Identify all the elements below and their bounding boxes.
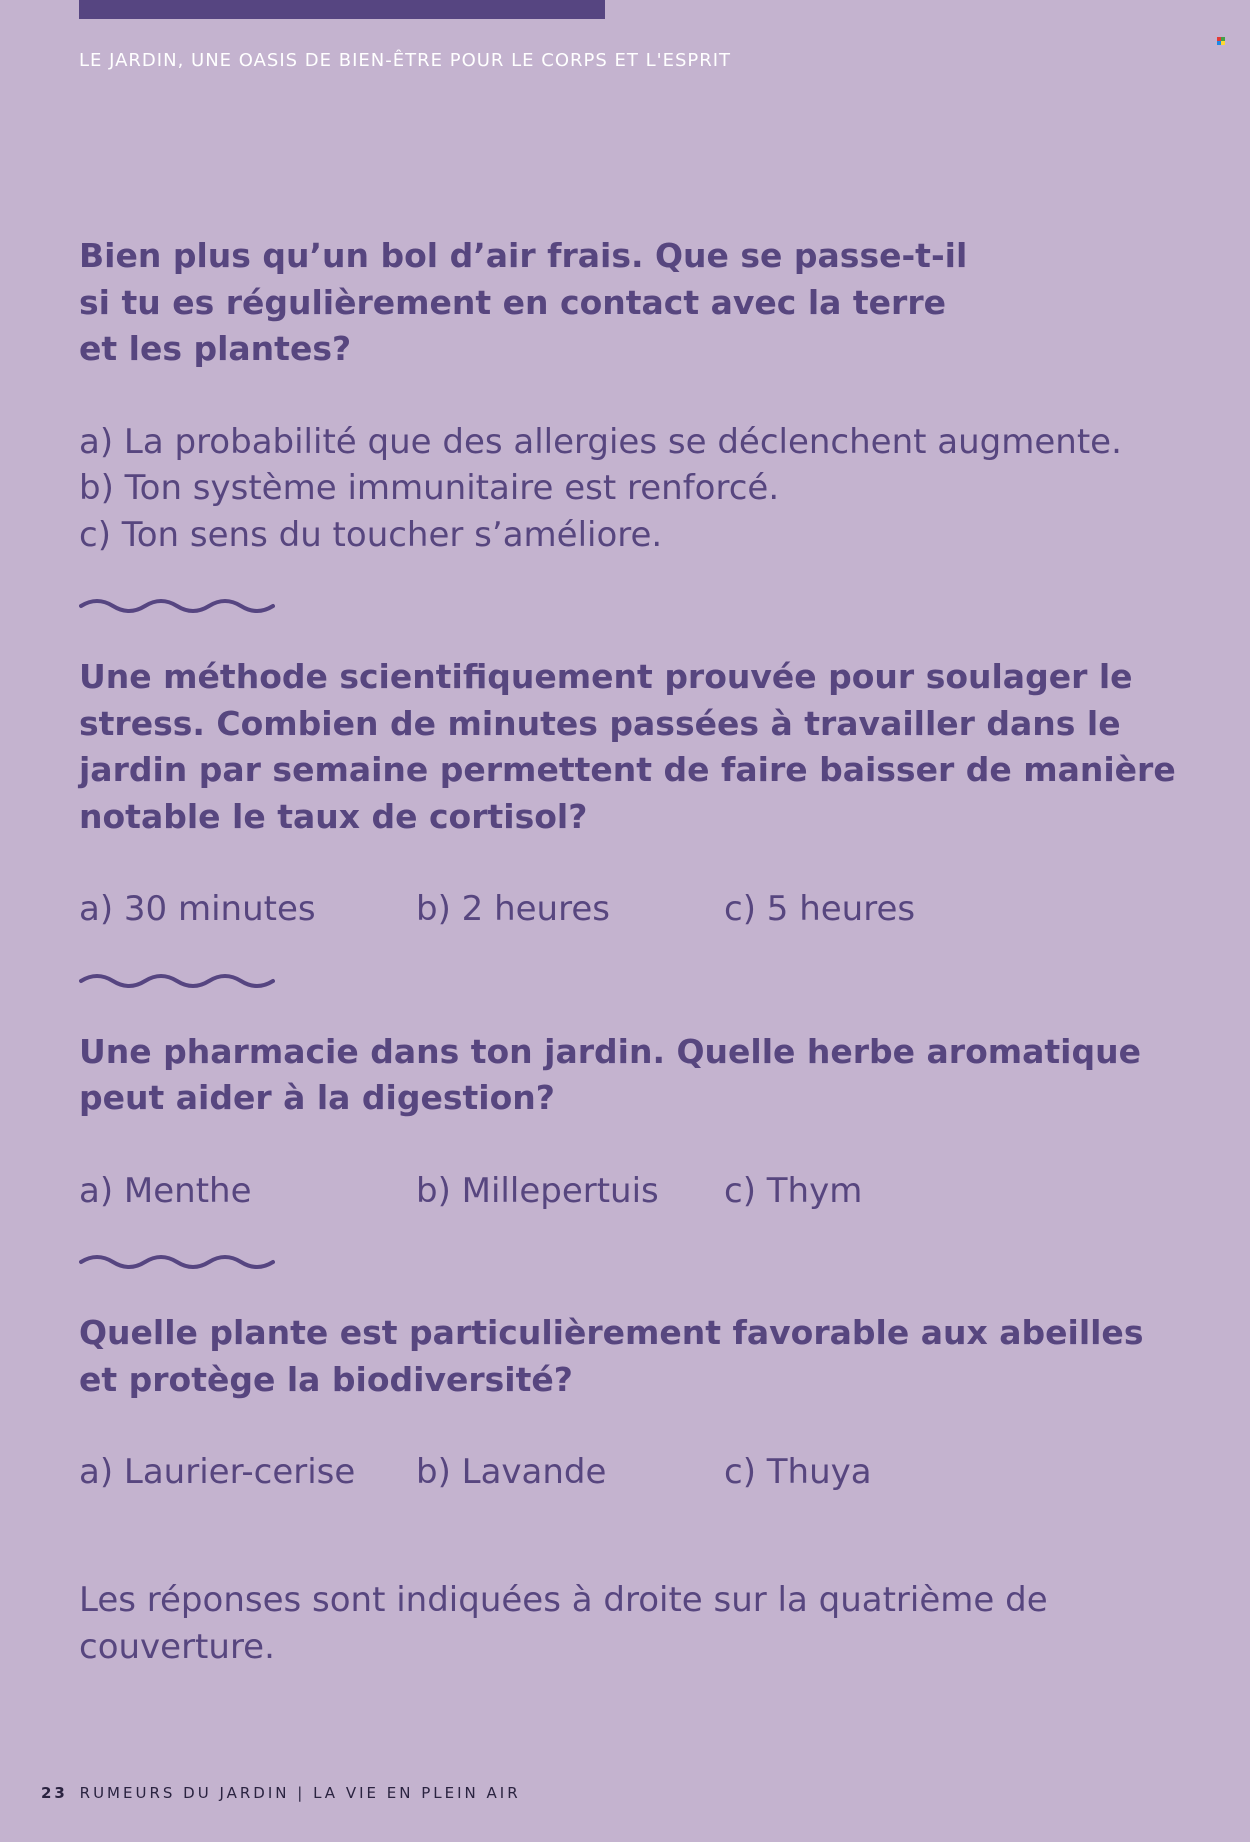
section-title: LE JARDIN, UNE OASIS DE BIEN-ÊTRE POUR LE CORPS ET L'ESPRIT [79,50,732,71]
answer-option: c) Ton sens du toucher s’améliore. [79,514,663,555]
answer-option: c) Thuya [724,1452,872,1492]
color-registration-mark [1217,37,1226,46]
answer-option: b) 2 heures [416,889,610,929]
question-2: Une méthode scientifiquement prouvée pour soulager le stress. Combien de minutes passées à travailler dans le jardin par semaine permettent de faire baisser de manière notable le taux de cortisol? [79,657,1176,836]
answer-option: a) Menthe [79,1170,252,1211]
wave-divider-icon [79,973,275,989]
answer-option: a) 30 minutes [79,889,316,929]
answer-option: c) 5 heures [724,889,916,929]
answers-3 [79,1168,1189,1215]
answer-option: a) Laurier-cerise [79,1452,356,1492]
answers-2 [79,886,1189,933]
header-accent-bar [79,0,605,19]
answer-option: a) La probabilité que des allergies se déclenchent augmente. [79,421,1122,462]
wave-divider-icon [79,1254,275,1270]
page-footer [41,1784,521,1802]
publication-title: RUMEURS DU JARDIN | LA VIE EN PLEIN AIR [79,1784,521,1802]
answer-option: b) Millepertuis [416,1170,659,1211]
answer-option: c) Thym [724,1170,863,1211]
answers-1 [79,419,1189,559]
wave-divider-icon [79,598,275,614]
question-3: Une pharmacie dans ton jardin. Quelle herbe aromatique peut aider à la digestion? [79,1031,1141,1117]
question-4: Quelle plante est particulièrement favorable aux abeilles et protège la biodiversité? [79,1313,1144,1399]
quiz-content [79,233,1189,1496]
answers-4 [79,1449,1189,1496]
answer-option: b) Ton système immunitaire est renforcé. [79,468,780,508]
page-number: 23 [41,1784,68,1802]
answer-option: b) Lavande [416,1452,607,1492]
answers-location-note: Les réponses sont indiquées à droite sur la quatrième de couverture. [79,1580,1048,1667]
question-1: Bien plus qu’un bol d’air frais. Que se passe-t-il si tu es régulièrement en contact avec la terre et les plantes? [79,236,968,368]
